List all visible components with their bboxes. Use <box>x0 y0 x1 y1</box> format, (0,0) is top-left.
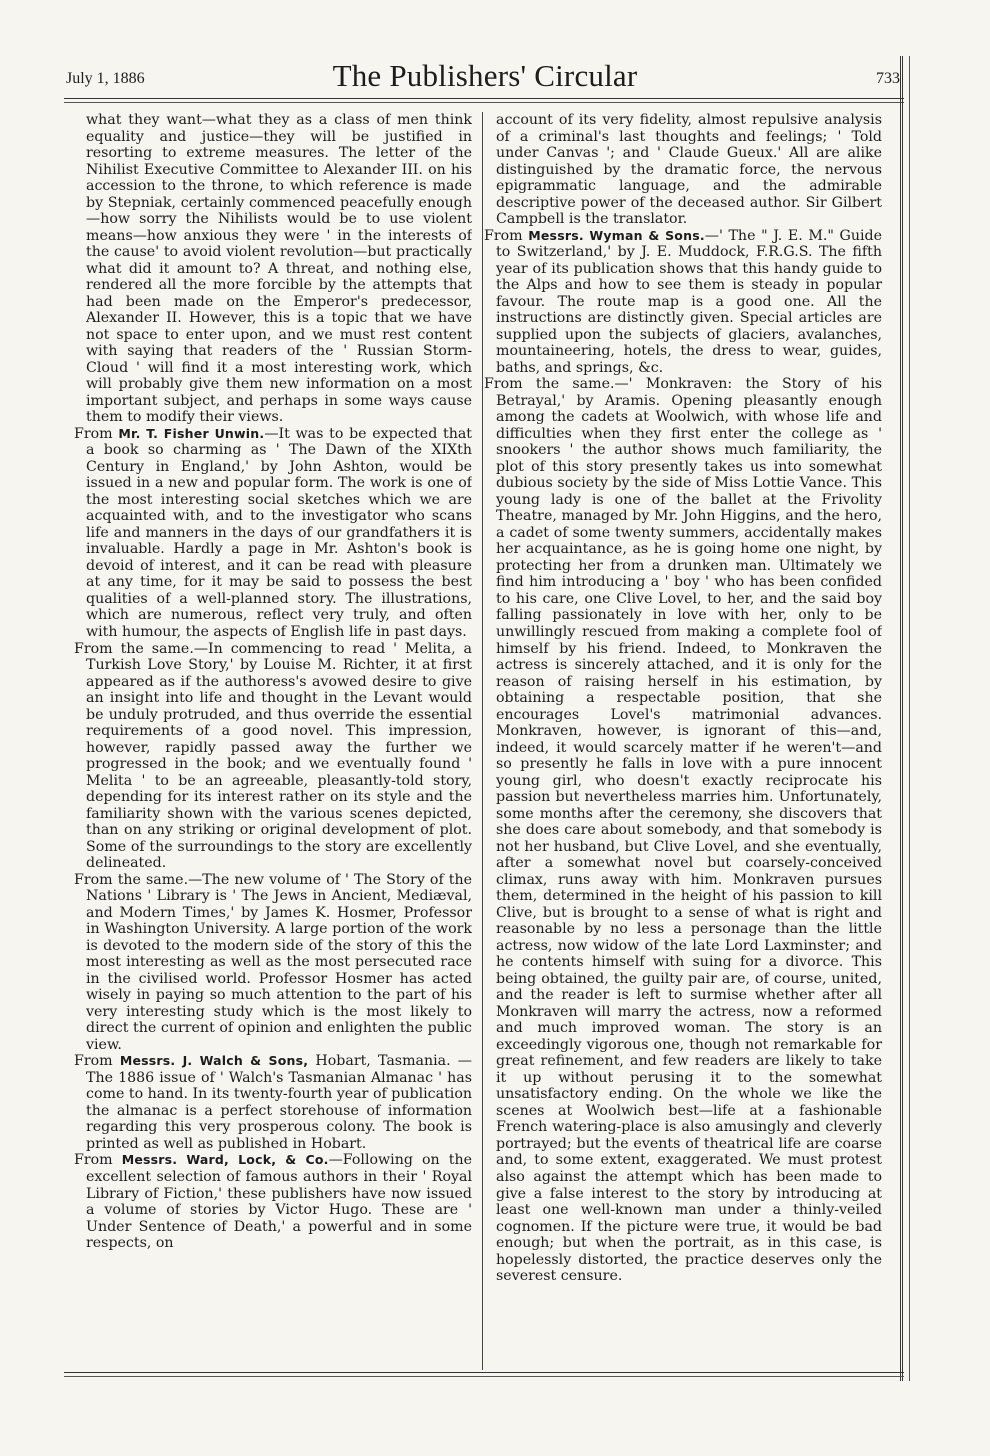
review-entry <box>74 1053 472 1152</box>
publisher-name: Messrs. Ward, Lock, & Co. <box>121 1152 329 1168</box>
top-rule-inner <box>64 102 904 103</box>
review-entry <box>484 228 882 377</box>
review-entry <box>74 426 472 641</box>
bottom-rule-inner <box>64 1376 904 1377</box>
review-entry <box>74 872 472 1054</box>
right-column <box>484 112 882 1372</box>
entry-from: From <box>74 640 113 657</box>
entry-text: Hobart, Tasmania. —The 1886 issue of ' Walch's Tasmanian Almanac ' has come to hand. In its twenty-fourth year of publication the almanac is a perfect storehouse of information regarding this very prosperous colony. The book is printed as well as published in Hobart. <box>86 1053 472 1152</box>
entry-text: the same.—' Monkraven: the Story of his Betrayal,' by Aramis. Opening pleasantly enough among the cadets at Woolwich, with whose life and difficulties when they first enter the college as ' snookers ' the author shows much familiarity, the plot of this story presently takes us into somewhat dubious society by the side of Miss Lottie Vance. This young lady is one of the ballet at the Frivolity Theatre, managed by Mr. John Higgins, and the hero, a cadet of some twenty summers, accidentally makes her acquaintance, as he is going home one night, by protecting her from a drunken man. Ultimately we find him introducing a ' boy ' who has been confided to his care, one Clive Lovel, to her, and the said boy falling passionately in love with her, only to be unwillingly rescued from making a complete fool of himself by his friend. Indeed, to Monkraven the actress is sincerely attached, and it is only for the reason of raising herself in his estimation, by obtaining a respectable position, that she encourages Lovel's matrimonial advances. Monkraven, however, is ignorant of this—and, indeed, it would scarcely matter if he weren't—and so presently he falls in love with a pure innocent young girl, who doesn't exactly reciprocate his passion but nevertheless marries him. Unfortunately, some months after the ceremony, she discovers that she does care about somebody, and that somebody is not her husband, but Clive Lovel, and she eventually, after a somewhat novel but coarsely-conceived climax, runs away with him. Monkraven pursues them, determined in the height of his passion to kill Clive, but is brought to a sense of what is right and reasonable by no less a personage than the little actress, now widow of the late Lord Laxminster; and he contents himself with suing for a divorce. This being obtained, the guilty pair are, of course, united, and the reader is left to surmise whether after all Monkraven will marry the actress, now a reformed and much improved woman. The story is an exceedingly vigorous one, though not remarkable for great refinement, and few readers are likely to take it up without perusing it to the somewhat unsatisfactory ending. On the whole we like the scenes at Woolwich best—life at a fashionable French watering-place is also amusingly and cleverly portrayed; but the events of theatrical life are coarse and, to some extent, exaggerated. We must protest also against the attempt which has been made to give a false interest to the story by introducing at least one well-known man under a thinly-veiled cognomen. If the picture were true, it would be bad enough; but when the portrait, as in this case, is hopelessly distorted, the practice deserves only the severest censure. <box>496 376 882 1285</box>
review-entry <box>74 641 472 872</box>
page-header <box>60 58 910 98</box>
left-column <box>74 112 472 1372</box>
entry-text: —Following on the excellent selection of famous authors in their ' Royal Library of Fiction,' these publishers have now issued a volume of stories by Victor Hugo. These are ' Under Sentence of Death,' a powerful and in some respects, on <box>86 1152 472 1252</box>
entry-from: From <box>74 1053 113 1070</box>
bottom-rule <box>64 1372 904 1373</box>
publisher-name: Messrs. Wyman & Sons. <box>528 227 705 243</box>
entry-text: the same.—In commencing to read ' Melita, a Turkish Love Story,' by Louise M. Richter, it at first appeared as if the authoress's avowed desire to give an insight into life and thought in the Levant would be unduly protruded, and thus override the essential requirements of a good novel. This impression, however, rapidly passed away the further we progressed in the book; and we eventually found ' Melita ' to be an agreeable, pleasantly-told story, depending for its interest rather on its style and the familiarity shown with the various scenes depicted, than on any striking or original development of plot. Some of the surroundings to the story are excellently delineated. <box>86 640 472 872</box>
journal-title: The Publishers' Circular <box>332 58 638 93</box>
entry-text: —It was to be expected that a book so charming as ' The Dawn of the XIXth Century in England,' by John Ashton, would be issued in a new and popular form. The work is one of the most interesting social sketches which we are acquainted with, and to the investigator who scans life and manners in the days of our grandfathers it is invaluable. Hardly a page in Mr. Ashton's book is devoid of interest, and it can be read with pleasure at any time, for it may be said to possess the best qualities of a well-planned story. The illustrations, which are numerous, reflect very truly, and often with humour, the aspects of English life in past days. <box>86 425 472 640</box>
publisher-name: Messrs. J. Walch & Sons, <box>119 1053 309 1069</box>
entry-from: From <box>74 425 113 442</box>
review-entry <box>484 376 882 1284</box>
entry-from: From <box>74 871 113 888</box>
continued-paragraph: what they want—what they as a class of men think equality and justice—they will be justified in resorting to extreme measures. The letter of the Nihilist Executive Committee to Alexander III. on his accession to the throne, to which reference is made by Stepniak, certainly commenced peacefully enough—how sorry the Nihilists would be to use violent means—how anxious they were ' in the interests of the cause' to avoid violent revolution—but practically what did it amount to? A threat, and nothing else, rendered all the more forcible by the attempts that had been made on the Emperor's predecessor, Alexander II. However, this is a topic that we have not space to enter upon, and we must rest content with saying that readers of the ' Russian Storm-Cloud ' will find it a most interesting work, which will probably give them new information on a most important subject, and perhaps in some ways cause them to modify their views. <box>86 112 472 426</box>
entry-text: the same.—The new volume of ' The Story of the Nations ' Library is ' The Jews in Ancient, Mediæval, and Modern Times,' by James K. Hosmer, Professor in Washington University. A large portion of the work is devoted to the modern side of the story of this the most interesting as well as the most persecuted race in the civilised world. Professor Hosmer has acted wisely in paying so much attention to the part of his very interesting study which is the most likely to direct the current of opinion and enlighten the public view. <box>86 871 472 1053</box>
entry-from: From <box>74 1152 113 1169</box>
page-number: 733 <box>876 70 900 87</box>
right-border <box>900 56 910 1381</box>
review-entry <box>74 1152 472 1251</box>
entry-text: —' The " J. E. M." Guide to Switzerland,' by J. E. Muddock, F.R.G.S. The fifth year of its publication shows that this handy guide to the Alps and how to see them is steady in popular favour. The route map is a good one. All the instructions are distinctly given. Special articles are supplied upon the subjects of glaciers, avalanches, mountaineering, hotels, the dress to wear, guides, baths, and springs, &c. <box>496 227 882 376</box>
continued-paragraph: account of its very fidelity, almost repulsive analysis of a criminal's last thoughts and feelings; ' Told under Canvas '; and ' Claude Gueux.' All are alike distinguished by the dramatic force, the nervous epigrammatic language, and the admirable descriptive power of the deceased author. Sir Gilbert Campbell is the translator. <box>496 112 882 228</box>
issue-date: July 1, 1886 <box>66 70 145 87</box>
entry-from: From <box>484 227 523 244</box>
top-rule <box>64 98 904 99</box>
entry-from: From <box>484 376 523 393</box>
column-divider <box>482 112 483 1370</box>
publisher-name: Mr. T. Fisher Unwin. <box>118 425 265 441</box>
